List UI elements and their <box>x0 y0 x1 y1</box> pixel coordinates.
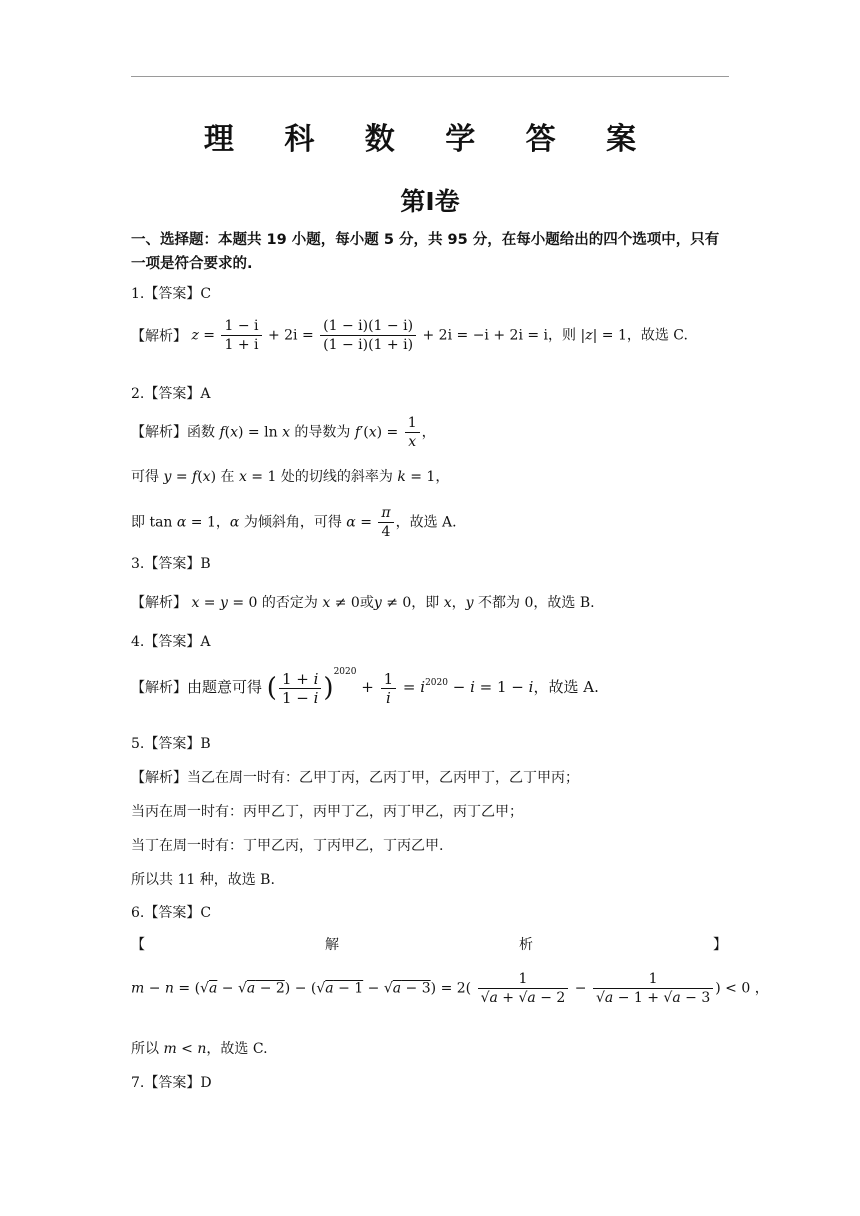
q2-analysis-line3: 即 tan α = 1，α 为倾斜角，可得 α = $\frac{\pi}{4}$ ，故选 A. <box>131 505 457 540</box>
q5-answer: 5.【答案】B <box>131 736 211 752</box>
q6-answer: 6.【答案】C <box>131 905 212 921</box>
q5-analysis-line2: 当丙在周一时有：丙甲乙丁，丙甲丁乙，丙丁甲乙，丙丁乙甲； <box>131 804 523 820</box>
q6-conclusion: 所以 m < n，故选 C. <box>131 1041 268 1057</box>
q4-analysis: 【解析】由题意可得 ( $\frac{1 + i}{1 - i}$ )$^{2020}$ + $\frac{1}{i}$ = $i^{2020} - i = 1 - i$，故选 A. <box>131 667 599 707</box>
q5-analysis-line4: 所以共 11 种，故选 B. <box>131 872 275 888</box>
header-rule <box>131 76 729 77</box>
q1-analysis: 【解析】 z = $\frac{1 - i}{1 + i}$ + 2i = $\frac{(1 - i)(1 - i)}{(1 - i)(1 + i)}$ + 2i = −i + 2i = i，则 |z| = 1，故选 C. <box>131 318 688 353</box>
q4-answer: 4.【答案】A <box>131 634 211 650</box>
q2-analysis-line1: 【解析】函数 f(x) = ln x 的导数为 f′(x) = $\frac{1}{x}$ ， <box>131 415 436 450</box>
q6-analysis-label: 【 解 析 】 <box>131 937 727 953</box>
section-subtitle: 第Ⅰ卷 <box>400 187 460 216</box>
q5-analysis-line3: 当丁在周一时有：丁甲乙丙，丁丙甲乙，丁丙乙甲. <box>131 838 444 854</box>
q5-analysis-line1: 【解析】当乙在周一时有：乙甲丁丙，乙丙丁甲，乙丙甲丁，乙丁甲丙； <box>131 770 579 786</box>
q3-answer: 3.【答案】B <box>131 556 211 572</box>
section-heading: 一、选择题：本题共 19 小题，每小题 5 分，共 95 分，在每小题给出的四个选项中，只有一项是符合要求的. <box>131 232 720 272</box>
q7-answer: 7.【答案】D <box>131 1075 212 1091</box>
q2-answer: 2.【答案】A <box>131 386 211 402</box>
q3-analysis: 【解析】 x = y = 0 的否定为 x ≠ 0或y ≠ 0，即 x，y 不都为 0，故选 B. <box>131 595 595 611</box>
q2-analysis-line2: 可得 y = f(x) 在 x = 1 处的切线的斜率为 k = 1， <box>131 469 450 485</box>
q1-answer: 1.【答案】C <box>131 286 212 302</box>
q6-analysis-formula: m − n = (√a − √a − 2) − (√a − 1 − √a − 3) = 2( $\frac{1}{√a + √a - 2}$ − $\frac{1}{√a - 1 + √a - 3}$ ) < 0 ， <box>131 971 769 1006</box>
page-title: 理 科 数 学 答 案 <box>203 122 657 157</box>
